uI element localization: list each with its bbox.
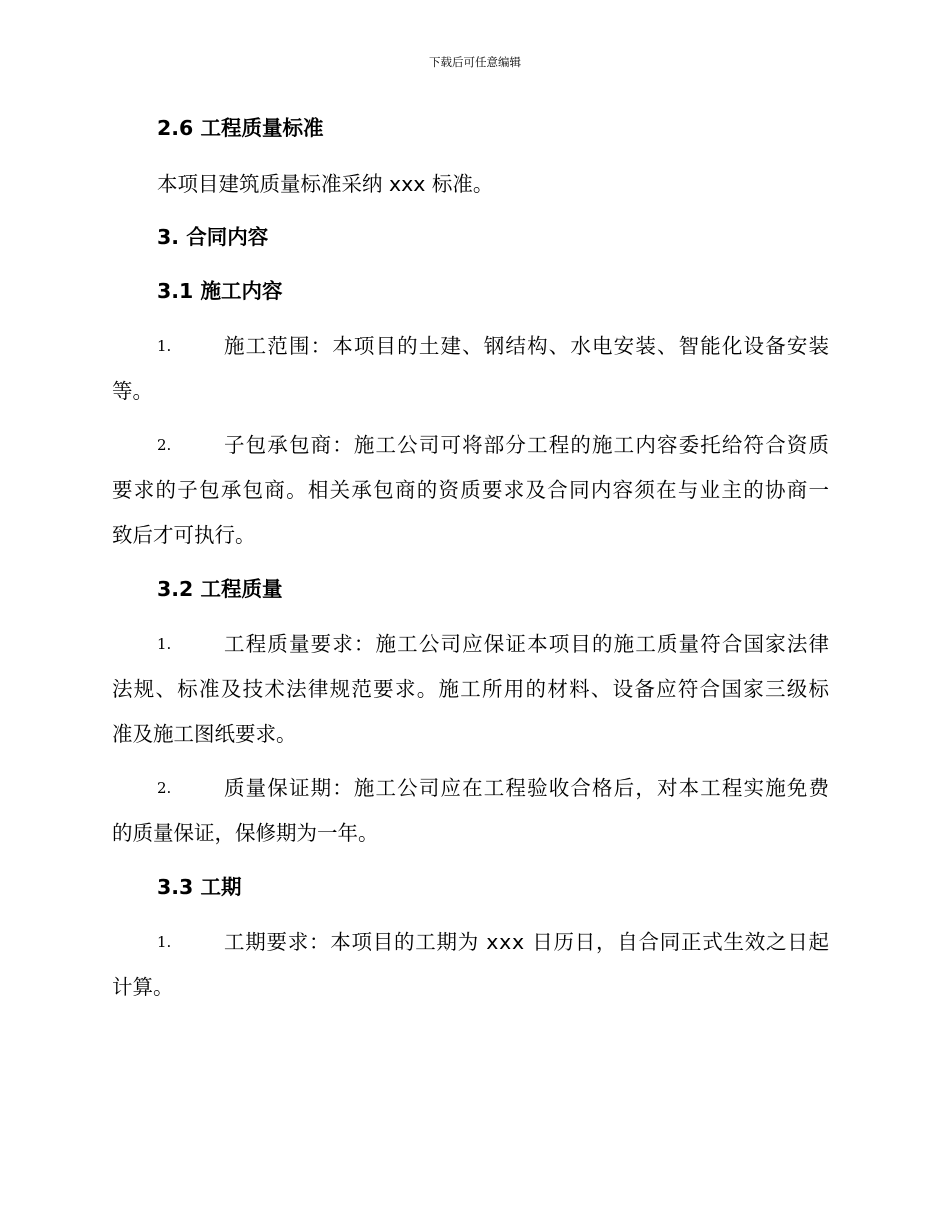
paragraph-quality-standard: 本项目建筑质量标准采纳 xxx 标准。 <box>157 172 494 196</box>
section-heading-2-6: 2.6 工程质量标准 <box>157 116 324 140</box>
section-heading-3-1: 3.1 施工内容 <box>157 279 283 303</box>
list-item-number: 2. <box>157 436 172 454</box>
list-item-number: 1. <box>157 337 172 355</box>
list-item-number: 1. <box>157 933 172 951</box>
list-item-line: 要求的子包承包商。相关承包商的资质要求及合同内容须在与业主的协商一 <box>112 478 831 502</box>
list-item-line: 计算。 <box>112 975 174 999</box>
list-item-line: 质量保证期：施工公司应在工程验收合格后，对本工程实施免费 <box>224 776 831 800</box>
list-item-line: 工期要求：本项目的工期为 xxx 日历日，自合同正式生效之日起 <box>224 930 830 954</box>
list-item-number: 1. <box>157 635 172 653</box>
list-item-number: 2. <box>157 779 172 797</box>
list-item-line: 等。 <box>112 379 153 403</box>
list-item-line: 的质量保证，保修期为一年。 <box>112 821 379 845</box>
list-item-line: 准及施工图纸要求。 <box>112 722 297 746</box>
section-heading-3-3: 3.3 工期 <box>157 875 242 899</box>
list-item-line: 工程质量要求：施工公司应保证本项目的施工质量符合国家法律 <box>224 632 831 656</box>
list-item-line: 法规、标准及技术法律规范要求。施工所用的材料、设备应符合国家三级标 <box>112 677 831 701</box>
section-heading-3-2: 3.2 工程质量 <box>157 577 283 601</box>
section-heading-3: 3. 合同内容 <box>157 225 269 249</box>
list-item-line: 施工范围：本项目的土建、钢结构、水电安装、智能化设备安装 <box>224 334 831 358</box>
page-header: 下载后可任意编辑 <box>429 55 521 69</box>
list-item-line: 子包承包商：施工公司可将部分工程的施工内容委托给符合资质 <box>224 433 831 457</box>
list-item-line: 致后才可执行。 <box>112 523 256 547</box>
